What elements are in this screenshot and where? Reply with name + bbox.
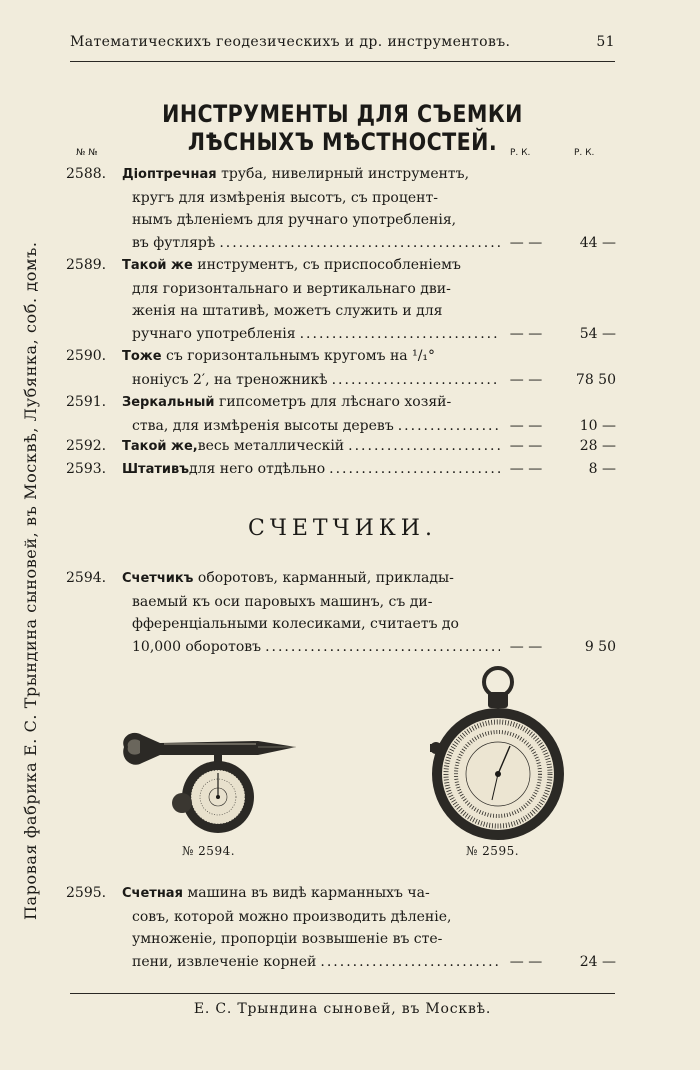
price: — — 24 — <box>509 953 616 970</box>
entry-number: 2594. <box>66 570 107 586</box>
entry-text: гипсометръ для лѣснаго хозяй- <box>214 394 452 410</box>
figure-caption-2595: № 2595. <box>466 844 520 858</box>
entry-2589 <box>66 254 616 345</box>
leader-dots <box>329 458 500 481</box>
entry-number: 2593. <box>66 461 107 477</box>
page-number: 51 <box>596 34 615 50</box>
leader-dots <box>265 636 500 659</box>
entry-key: Штативъ <box>122 462 190 477</box>
entry-text: нымъ дѣленіемъ для ручнаго употребленія, <box>132 212 457 229</box>
entry-text: нoніусъ 2′, на треножникѣ <box>132 371 328 388</box>
leader-dots <box>348 435 500 458</box>
entry-text: кругъ для измѣренія высотъ, съ процент- <box>132 189 438 206</box>
figure-caption-2594: № 2594. <box>182 844 236 858</box>
price: — — 28 — <box>509 438 616 454</box>
price: — — 10 — <box>509 417 616 434</box>
leader-dots <box>320 951 500 974</box>
leader-dots <box>219 232 500 255</box>
price: — — 8 — <box>509 461 616 477</box>
entry-key: Такой же <box>122 258 193 273</box>
header-rule <box>70 61 615 62</box>
entry-key: Зеркальный <box>122 395 215 410</box>
entry-number: 2589. <box>66 257 107 273</box>
entry-text: ства, для измѣренія высоты деревъ <box>132 417 394 434</box>
price: — — 44 — <box>509 234 616 251</box>
entry-text: совъ, которой можно производить дѣленіе, <box>132 908 452 925</box>
col-number-head: № № <box>76 148 98 158</box>
entry-text: умноженіе, пропорціи возвышеніе въ сте- <box>132 931 443 948</box>
col-price-head-1: Р. К. <box>510 148 531 158</box>
entry-key: Счетчикъ <box>122 571 194 586</box>
revolution-counter-illustration <box>118 725 300 837</box>
entry-number: 2590. <box>66 348 107 364</box>
footer-imprint: Е. С. Трындина сыновей, въ Москвѣ. <box>193 1001 492 1017</box>
entry-key: Такой же, <box>122 439 198 454</box>
entry-text: для него отдѣльно <box>189 461 326 477</box>
entry-text: съ горизонтальнымъ кругомъ на ¹/₁° <box>161 348 436 364</box>
side-margin-text: Паровая фабрика Е. С. Трындина сыновей, въ Москвѣ, Лубянка, соб. домъ. <box>21 241 40 920</box>
entry-number: 2592. <box>66 438 107 454</box>
entry-text: машина въ видѣ карманныхъ ча- <box>182 885 430 901</box>
entry-text: женія на штативѣ, можетъ служить и для <box>132 303 443 320</box>
entry-2594 <box>66 567 616 658</box>
section-title-counters: СЧЕТЧИКИ. <box>248 516 437 541</box>
entry-number: 2588. <box>66 166 107 182</box>
leader-dots <box>300 323 500 346</box>
section-title-forest-instruments: ИНСТРУМЕНТЫ ДЛЯ СЪЕМКИ ЛѢСНЫХЪ МѢСТНОСТЕЙ. <box>162 100 523 156</box>
entry-text: инструментъ, съ приспособленіемъ <box>192 257 461 273</box>
entry-text: ваемый къ оси паровыхъ машинъ, съ ди- <box>132 593 433 610</box>
leader-dots <box>332 369 500 392</box>
entry-text: весь металлическій <box>197 438 345 454</box>
entry-key: Счетная <box>122 886 183 901</box>
entry-text: для горизонтальнаго и вертикальнаго дви- <box>132 280 451 297</box>
entry-2593 <box>66 458 616 482</box>
entry-2590 <box>66 345 616 391</box>
entry-text: труба, нивелирный инструментъ, <box>216 166 470 182</box>
pocket-calculator-illustration <box>428 660 568 840</box>
price: — — 9 50 <box>509 638 616 655</box>
entry-2592 <box>66 435 616 459</box>
col-price-head-2: Р. К. <box>574 148 595 158</box>
price: — — 54 — <box>509 325 616 342</box>
entry-text: пени, извлеченіе корней <box>132 953 317 970</box>
running-header <box>70 34 615 50</box>
entry-2595 <box>66 882 616 973</box>
entry-2591 <box>66 391 616 437</box>
entry-number: 2591. <box>66 394 107 410</box>
entry-text: оборотовъ, карманный, приклады- <box>193 570 454 586</box>
footer-rule <box>70 993 615 994</box>
entry-text: 10,000 оборотовъ <box>132 638 262 655</box>
entry-text: фференціальными колесиками, считаетъ до <box>132 616 459 633</box>
header-title: Математическихъ геодезическихъ и др. инструментовъ. <box>70 34 511 50</box>
entry-key: Тоже <box>122 349 162 364</box>
entry-2588 <box>66 163 616 254</box>
entry-text: въ футлярѣ <box>132 234 216 251</box>
entry-key: Діоптречная <box>122 167 217 182</box>
entry-text: ручнаго употребленія <box>132 325 296 342</box>
leader-dots <box>398 415 500 438</box>
price: — — 78 50 <box>509 371 616 388</box>
entry-number: 2595. <box>66 885 107 901</box>
